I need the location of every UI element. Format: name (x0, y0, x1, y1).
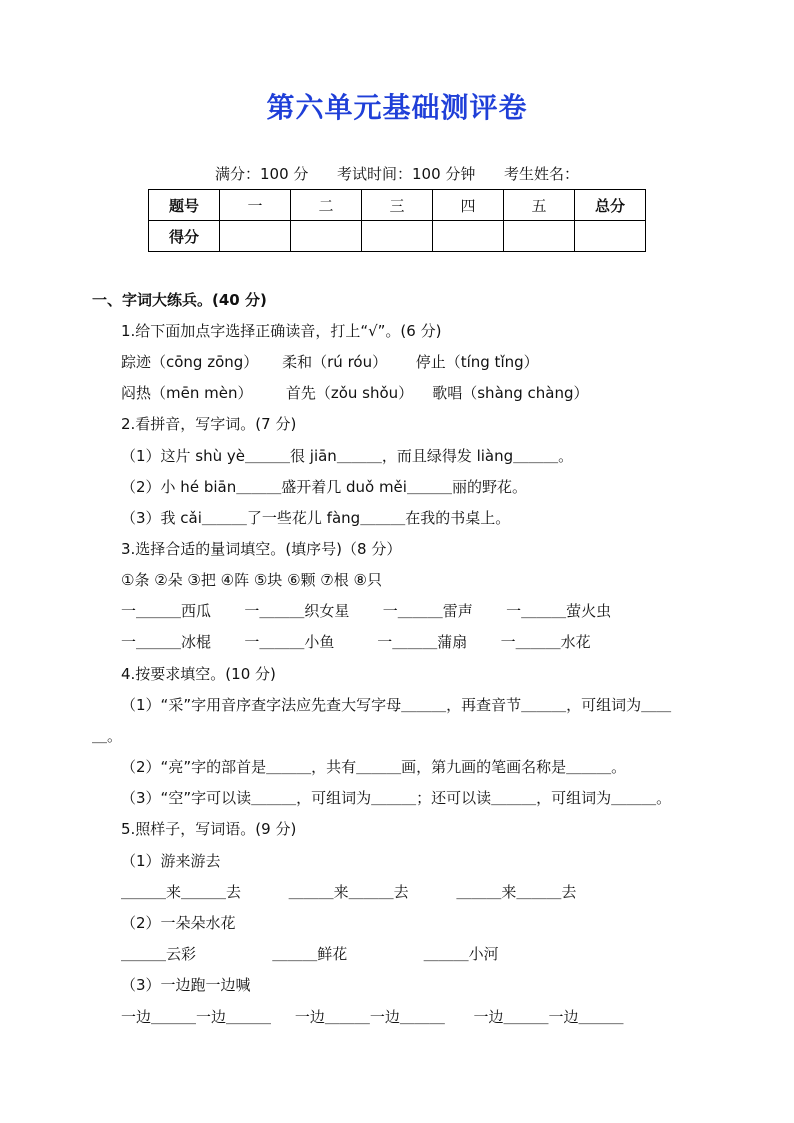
score-cell[interactable] (575, 221, 646, 252)
question-line: ＿＿＿云彩 ＿＿＿鲜花 ＿＿＿小河 (121, 945, 499, 963)
score-cell[interactable] (291, 221, 362, 252)
header-cell: 总分 (575, 190, 646, 221)
question-line: （3）“空”字可以读＿＿＿，可组词为＿＿＿；还可以读＿＿＿，可组词为＿＿＿。 (121, 789, 672, 807)
score-table (148, 189, 646, 252)
question-line: 一＿＿＿西瓜 一＿＿＿织女星 一＿＿＿雷声 一＿＿＿萤火虫 (121, 602, 612, 620)
header-cell: 三 (362, 190, 433, 221)
header-cell: 二 (291, 190, 362, 221)
question-heading: 3.选择合适的量词填空。(填序号)（8 分） (121, 540, 402, 558)
score-cell[interactable] (362, 221, 433, 252)
question-line: 闷热（mēn mèn） 首先（zǒu shǒu） 歌唱（shàng chàng） (121, 384, 589, 402)
score-row-label: 得分 (149, 221, 220, 252)
score-table-header-row (149, 190, 646, 221)
score-cell[interactable] (504, 221, 575, 252)
question-heading: 5.照样子，写词语。(9 分) (121, 820, 297, 838)
question-line: 一＿＿＿冰棍 一＿＿＿小鱼 一＿＿＿蒲扇 一＿＿＿水花 (121, 633, 591, 651)
header-cell: 一 (220, 190, 291, 221)
exam-info: 满分：100 分 考试时间：100 分钟 考生姓名： (214, 165, 579, 183)
question-line: （1）这片 shù yè＿＿＿很 jiān＿＿＿，而且绿得发 liàng＿＿＿。 (121, 447, 574, 465)
question-line: （2）“亮”字的部首是＿＿＿，共有＿＿＿画，第九画的笔画名称是＿＿＿。 (121, 758, 627, 776)
question-line: （2）一朵朵水花 (121, 914, 236, 932)
question-line: （3）我 cǎi＿＿＿了一些花儿 fàng＿＿＿在我的书桌上。 (121, 509, 511, 527)
score-cell[interactable] (220, 221, 291, 252)
question-heading: 2.看拼音，写字词。(7 分) (121, 415, 297, 433)
question-heading: 4.按要求填空。(10 分) (121, 665, 276, 683)
question-line: ①条 ②朵 ③把 ④阵 ⑤块 ⑥颗 ⑦根 ⑧只 (121, 571, 382, 589)
question-line: 一边＿＿＿一边＿＿＿ 一边＿＿＿一边＿＿＿ 一边＿＿＿一边＿＿＿ (121, 1008, 624, 1026)
header-cell: 题号 (149, 190, 220, 221)
header-cell: 五 (504, 190, 575, 221)
score-table-score-row (149, 221, 646, 252)
page-title: 第六单元基础测评卷 (266, 91, 528, 124)
question-line: （1）游来游去 (121, 852, 221, 870)
question-heading: 1.给下面加点字选择正确读音，打上“√”。(6 分) (121, 322, 442, 340)
question-line: （3）一边跑一边喊 (121, 976, 251, 994)
question-line: （1）“采”字用音序查字法应先查大写字母＿＿＿，再查音节＿＿＿，可组词为＿＿ (121, 696, 672, 714)
header-cell: 四 (433, 190, 504, 221)
question-line: 踪迹（cōng zōng） 柔和（rú róu） 停止（tíng tǐng） (121, 353, 539, 371)
question-line: ＿。 (92, 727, 123, 745)
score-cell[interactable] (433, 221, 504, 252)
section-heading: 一、字词大练兵。(40 分) (92, 291, 267, 309)
question-line: （2）小 hé biān＿＿＿盛开着几 duǒ měi＿＿＿丽的野花。 (121, 478, 527, 496)
question-line: ＿＿＿来＿＿＿去 ＿＿＿来＿＿＿去 ＿＿＿来＿＿＿去 (121, 883, 577, 901)
